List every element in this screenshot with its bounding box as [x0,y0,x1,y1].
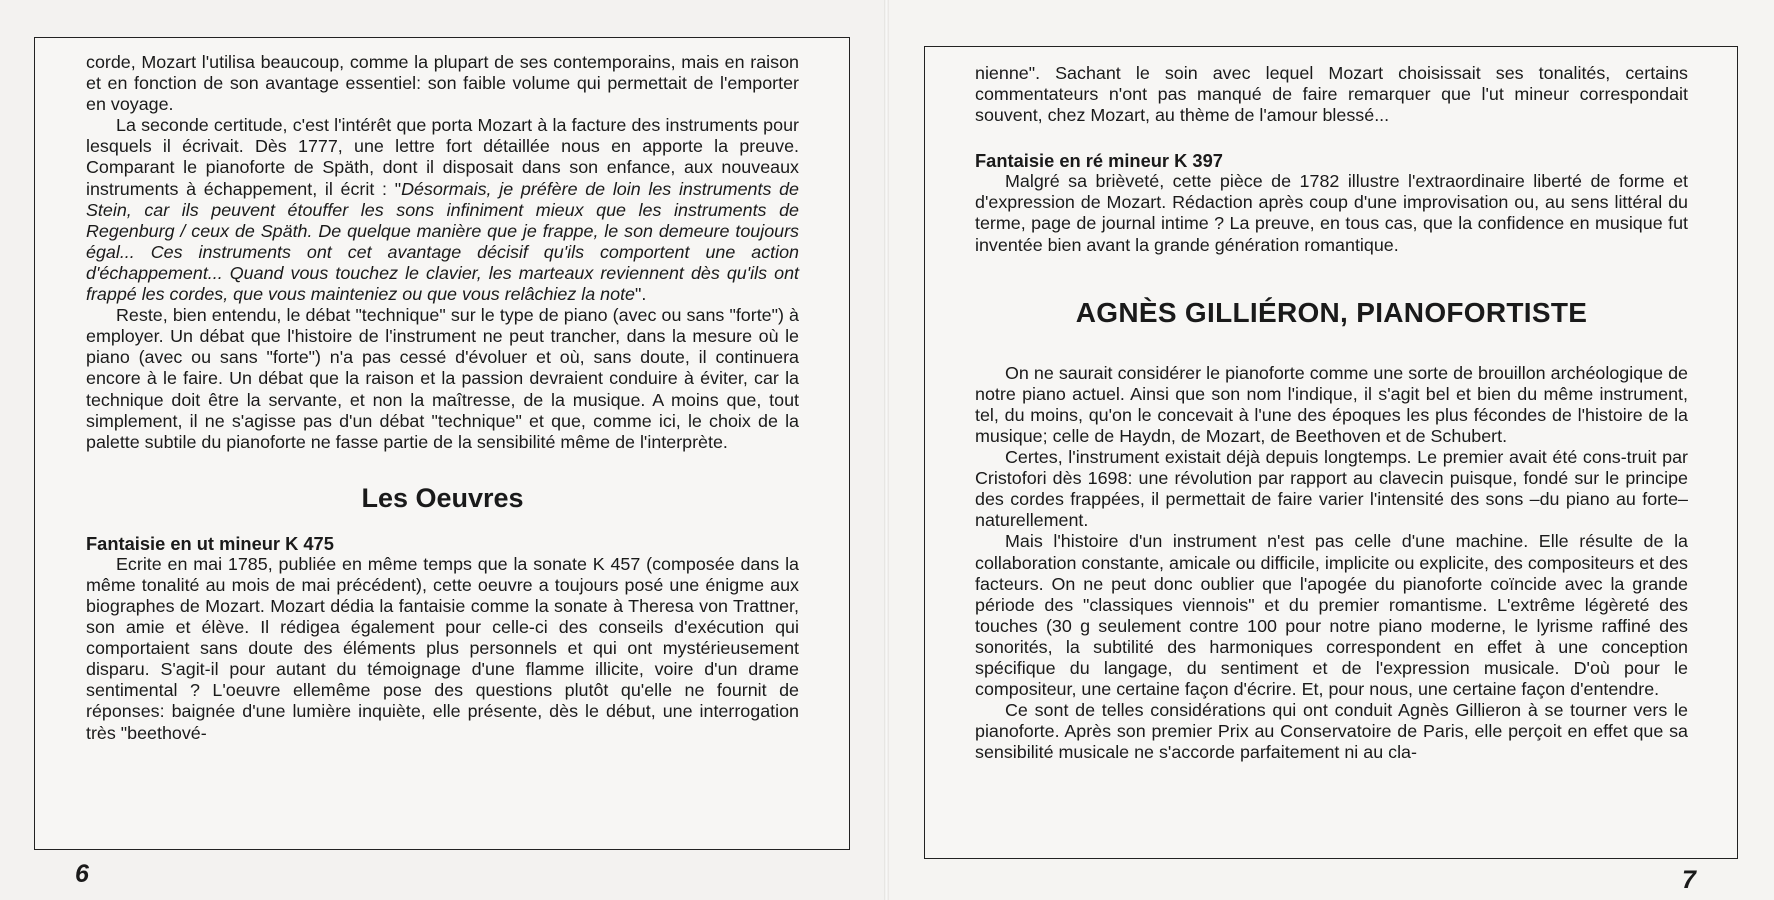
right-continuation-paragraph: nienne". Sachant le soin avec lequel Mozart choisissait ses tonalités, certains commentateurs n'ont pas manqué de faire remarquer que l'ut mineur correspondait souvent, chez Mozart, au thème de l'amour blessé... [975,63,1688,126]
left-paragraph-1: corde, Mozart l'utilisa beaucoup, comme la plupart de ses contemporains, mais en raison et en fonction de son avantage essentiel: son faible volume qui permettait de l'emporter en voyage. [86,52,799,115]
right-paragraph-1: On ne saurait considérer le pianoforte comme une sorte de brouillon archéologique de notre piano actuel. Ainsi que son nom l'indique, il s'agit bel et bien du même instrument, tel, du moins, qu'on le concevait à l'une des époques les plus fécondes de l'histoire de la musique; celle de Haydn, de Mozart, de Beethoven et de Schubert. [975,362,1688,446]
left-paragraph-2-lead: La seconde certitude, c'est l'intérêt que porta Mozart à la facture des instruments pour lesquels il écrivait. Dès 1777, une lettre fort détaillée nous en apporte la preuve. Comparant le pianoforte de Späth, dont il disposait dans son enfance, aux nouveaux instruments à échappement, il écrit : " [86,115,799,199]
right-paragraph-4: Ce sont de telles considérations qui ont conduit Agnès Gillieron à se tourner vers le pianoforte. Après son premier Prix au Conservatoire de Paris, elle perçoit en effet que sa sensibilité musicale ne s'accorde parfaitement ni au cla- [975,700,1688,763]
book-spine [884,0,889,900]
spacer [975,126,1688,150]
section-title-les-oeuvres: Les Oeuvres [361,482,524,513]
page-number-right: 7 [1682,866,1696,894]
page-number-left: 6 [75,860,89,888]
right-page-column [975,63,1688,763]
left-paragraph-2 [86,115,799,305]
work-title-k475: Fantaisie en ut mineur K 475 [86,532,334,554]
left-paragraph-2-end: ". [634,284,647,305]
left-paragraph-3: Reste, bien entendu, le débat "technique" sur le type de piano (avec ou sans "forte") à employer. Un débat que l'histoire de l'instrument ne peut trancher, dans la mesure où le piano (avec ou sans "forte") n'a pas cessé d'évoluer et où, sans doute, il continuera encore à le faire. Un débat que la raison et la passion devraient conduire à éviter, car la technique doit être la servante, et non la maîtresse, de la musique. A moins que, tout simplement, il ne s'agisse pas d'un débat "technique" et que, comme ici, le choix de la palette subtile du pianoforte ne fasse partie de la sensibilité même de l'interprète. [86,305,799,452]
work-text-k475: Ecrite en mai 1785, publiée en même temps que la sonate K 457 (composée dans la même tonalité au mois de mai précédent), cette oeuvre a toujours posé une énigme aux biographes de Mozart. Mozart dédia la fantaisie comme la sonate à Theresa von Trattner, son amie et élève. Il rédigea également pour celle-ci des conseils d'exécution qui comportaient sans doute des éléments plus personnels et qui ont mystérieusement disparu. S'agit-il pour autant du témoignage d'une flamme illicite, voire d'un drame sentimental ? L'oeuvre ellemême pose des questions plutôt qu'elle ne fournit de réponses: baignée d'une lumière inquiète, elle présente, dès le début, une interrogation très "beethové- [86,553,799,743]
right-paragraph-3: Mais l'histoire d'un instrument n'est pas celle d'une machine. Elle résulte de la collaboration constante, amicale ou difficile, implicite ou explicite, des compositeurs et des facteurs. On ne peut donc oublier que l'apogée du pianoforte coïncide avec la grande période des "classiques viennois" et du premier romantisme. L'extrême légèreté des touches (30 g seulement contre 100 pour notre piano moderne, le lyrisme raffiné des sonorités, la subtilité des harmoniques correspondent en effet à une conception spécifique du langage, du sentiment et de l'expression musicale. D'où pour le compositeur, une certaine façon d'écrire. Et, pour nous, une certaine façon d'entendre. [975,531,1688,700]
section-title-agnes-gilleron: AGNÈS GILLIÉRON, PIANOFORTISTE [1075,296,1588,328]
work-text-k397: Malgré sa brièveté, cette pièce de 1782 illustre l'extraordinaire liberté de forme et d'expression de Mozart. Rédaction après coup d'une improvisation ou, au sens littéral du terme, page de journal intime ? La preuve, en tous cas, que la confidence en musique fut inventée bien avant la grande génération romantique. [975,171,1688,255]
work-title-k397: Fantaisie en ré mineur K 397 [975,150,1223,172]
right-paragraph-2: Certes, l'instrument existait déjà depuis longtemps. Le premier avait été cons-truit par Cristofori dès 1698: une révolution par rapport au clavecin puisque, fondé sur le principe des cordes frappées, il permettait de faire varier l'intensité des sons –du piano au forte– naturellement. [975,447,1688,531]
mozart-letter-quote: Désormais, je préfère de loin les instruments de Stein, car ils peuvent étouffer les sons infiniment mieux que les instruments de Regenburg / ceux de Späth. De quelque manière que je frappe, le son demeure toujours égal... Ces instruments ont cet avantage décisif qu'ils comportent une action d'échappement... Quand vous touchez le clavier, les marteaux reviennent dès qu'ils ont frappé les cordes, que vous mainteniez ou que vous relâchiez la note [86,178,800,305]
left-page-column [86,52,799,744]
